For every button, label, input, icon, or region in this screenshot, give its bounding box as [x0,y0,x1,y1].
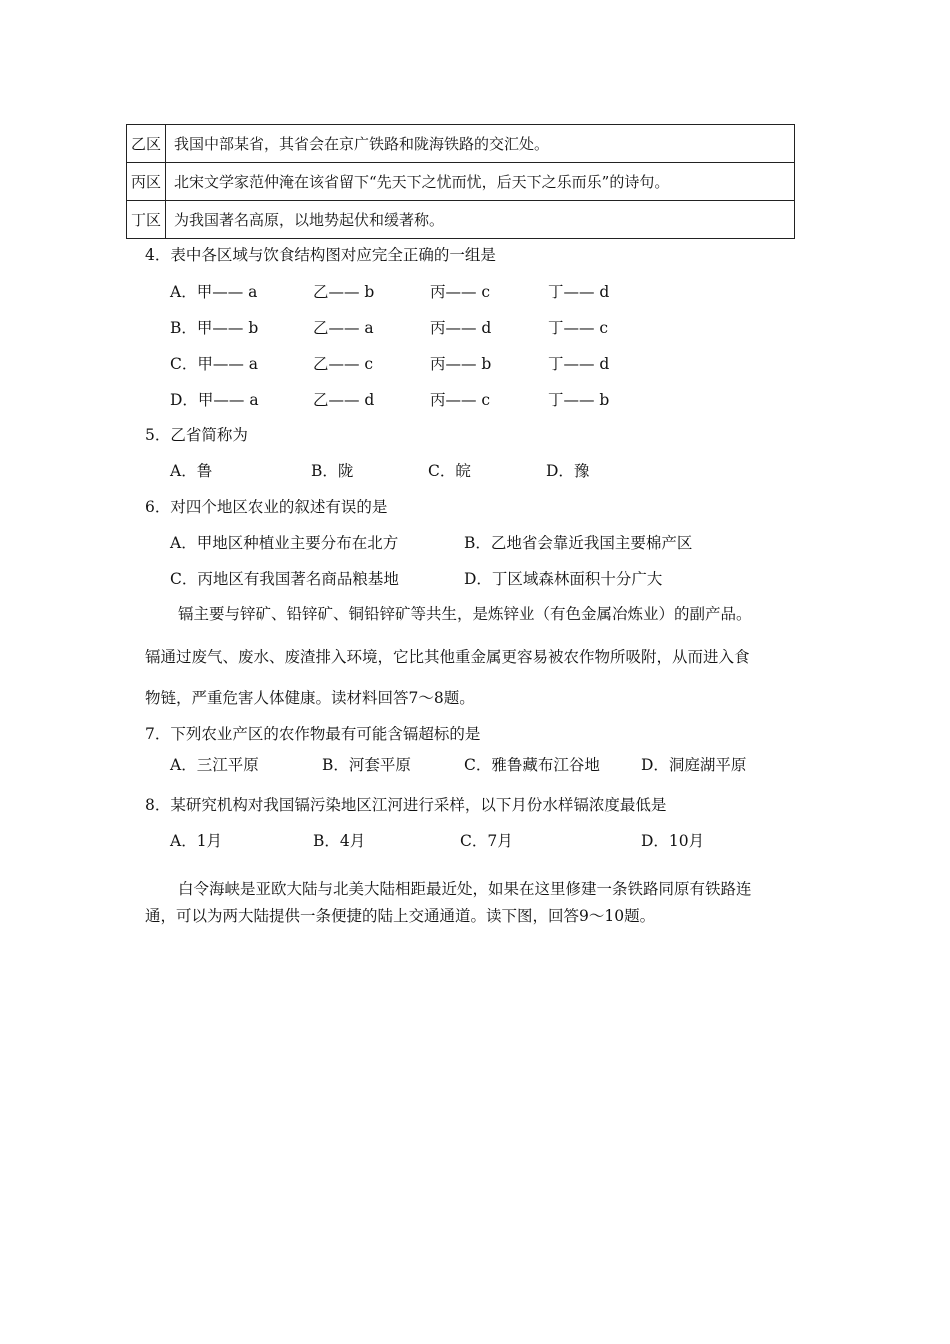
option: D．洞庭湖平原 [641,756,747,774]
option: C．雅鲁藏布江谷地 [464,756,600,774]
material-paragraph-line: 镉通过废气、废水、废渣排入环境，它比其他重金属更容易被农作物所吸附，从而进入食 [145,648,750,666]
option: C．甲—— a [170,355,259,373]
table-row [127,201,795,239]
option: 乙—— b [313,283,375,301]
region-label: 丙区 [127,163,166,201]
option: B．甲—— b [170,319,259,337]
material-paragraph-line: 镉主要与锌矿、铅锌矿、铜铅锌矿等共生，是炼锌业（有色金属冶炼业）的副产品。 [178,605,752,623]
question-4-stem: 4．表中各区域与饮食结构图对应完全正确的一组是 [145,246,496,264]
option: A．三江平原 [170,756,259,774]
option: D．豫 [546,462,590,480]
option: 丙—— c [430,391,491,409]
question-8-stem: 8．某研究机构对我国镉污染地区江河进行采样，以下月份水样镉浓度最低是 [145,796,667,814]
option: B．乙地省会靠近我国主要棉产区 [464,534,693,552]
table-row [127,125,795,163]
option: B．河套平原 [322,756,411,774]
option: D．丁区域森林面积十分广大 [464,570,663,588]
option: D．甲—— a [170,391,259,409]
option: 乙—— d [313,391,375,409]
option: A．甲地区种植业主要分布在北方 [170,534,399,552]
region-description: 我国中部某省，其省会在京广铁路和陇海铁路的交汇处。 [166,125,795,163]
question-7-stem: 7．下列农业产区的农作物最有可能含镉超标的是 [145,725,481,743]
option: B．4月 [313,832,366,850]
option: B．陇 [311,462,354,480]
region-description: 北宋文学家范仲淹在该省留下“先天下之忧而忧，后天下之乐而乐”的诗句。 [166,163,795,201]
option: C．7月 [460,832,513,850]
material-paragraph-line: 白令海峡是亚欧大陆与北美大陆相距最近处，如果在这里修建一条铁路同原有铁路连 [178,880,752,898]
option: 丁—— c [548,319,609,337]
option: 乙—— a [313,319,374,337]
option: C．丙地区有我国著名商品粮基地 [170,570,399,588]
option: 丁—— b [548,391,610,409]
region-description: 为我国著名高原，以地势起伏和缓著称。 [166,201,795,239]
option: 乙—— c [313,355,374,373]
option: 丙—— b [430,355,492,373]
region-label: 丁区 [127,201,166,239]
option: 丙—— d [430,319,492,337]
material-paragraph-line: 物链，严重危害人体健康。读材料回答7～8题。 [145,689,475,707]
region-table [126,124,795,239]
option: 丁—— d [548,283,610,301]
option: A．鲁 [170,462,213,480]
option: 丙—— c [430,283,491,301]
question-5-stem: 5．乙省简称为 [145,426,248,444]
option: C．皖 [428,462,471,480]
option: A．甲—— a [170,283,258,301]
option: 丁—— d [548,355,610,373]
option: D．10月 [641,832,705,850]
region-label: 乙区 [127,125,166,163]
table-row [127,163,795,201]
material-paragraph-line: 通，可以为两大陆提供一条便捷的陆上交通通道。读下图，回答9～10题。 [145,907,656,925]
option: A．1月 [170,832,223,850]
question-6-stem: 6．对四个地区农业的叙述有误的是 [145,498,388,516]
